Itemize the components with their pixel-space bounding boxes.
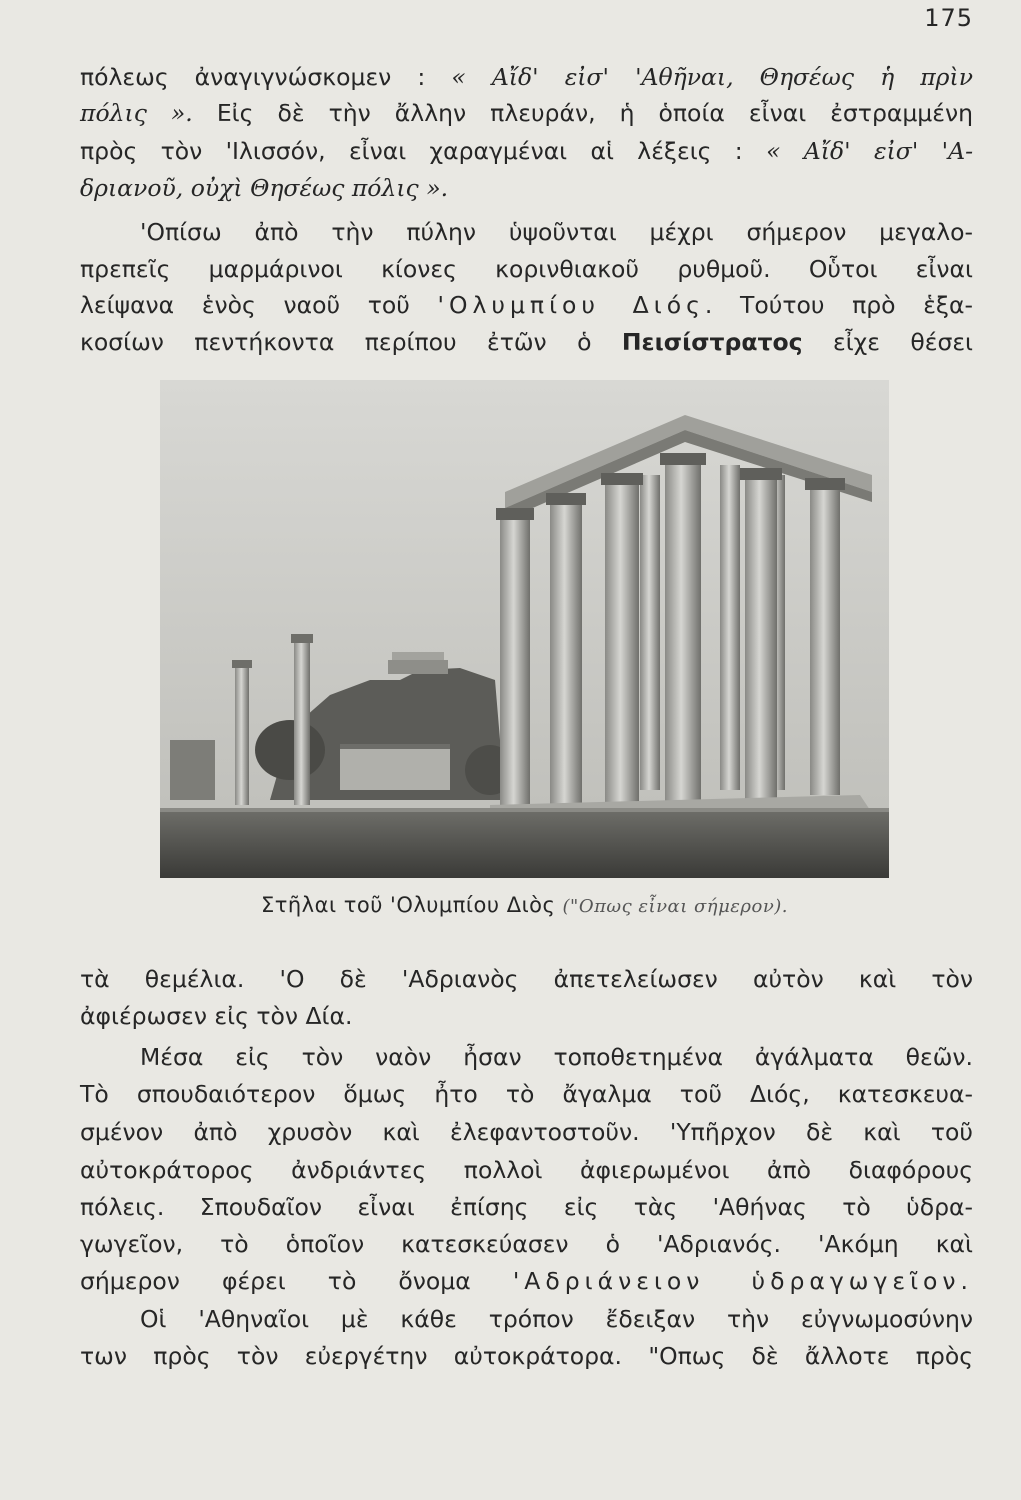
text-span: πρὸς τὸν 'Ιλισσόν, εἶναι χαραγμέναι αἱ λέξεις :	[80, 137, 767, 165]
temple-photo	[160, 380, 889, 878]
text-span: λείψανα ἑνὸς ναοῦ τοῦ	[80, 291, 438, 319]
olympian-zeus-temple-illustration	[160, 380, 889, 878]
text-span: πόλεως ἀναγιγνώσκομεν :	[80, 63, 452, 91]
text-line: των πρὸς τὸν εὐεργέτην αὐτοκράτορα. "Οπως δὲ ἄλλοτε πρὸς	[80, 1342, 973, 1370]
text-span: Εἰς δὲ τὴν ἄλλην πλευράν, ἡ ὁποία εἶναι ἐστραμμένη	[192, 99, 973, 127]
text-line: σμένον ἀπὸ χρυσὸν καὶ ἐλεφαντοστοῦν. 'Υπῆρχον δὲ καὶ τοῦ	[80, 1118, 973, 1146]
text-line	[80, 60, 973, 94]
text-span: σήμερον φέρει τὸ ὄνομα	[80, 1267, 513, 1295]
paragraph-start: Οἱ 'Αθηναῖοι μὲ κάθε τρόπον ἔδειξαν τὴν εὐγνωμοσύνην	[140, 1305, 973, 1333]
text-line	[80, 134, 973, 168]
caption-note: ("Οπως εἶναι σήμερον).	[562, 896, 789, 917]
spaced-emphasis: 'Αδριάνειον ὑδραγωγεῖον.	[512, 1267, 973, 1295]
text-span: κοσίων πεντήκοντα περίπου ἐτῶν ὁ	[80, 328, 622, 356]
text-line: γωγεῖον, τὸ ὁποῖον κατεσκεύασεν ὁ 'Αδριανός. 'Ακόμη καὶ	[80, 1230, 973, 1258]
text-line: Τὸ σπουδαιότερον ὅμως ἦτο τὸ ἄγαλμα τοῦ Διός, κατεσκευα-	[80, 1080, 973, 1108]
paragraph-start: Μέσα εἰς τὸν ναὸν ἦσαν τοποθετημένα ἀγάλματα θεῶν.	[140, 1043, 973, 1071]
text-span: . Τούτου πρὸ ἑξα-	[704, 291, 973, 319]
text-line: τὰ θεμέλια. 'Ο δὲ 'Αδριανὸς ἀπετελείωσεν αὐτὸν καὶ τὸν	[80, 965, 973, 993]
text-line: πόλεις. Σπουδαῖον εἶναι ἐπίσης εἰς τὰς 'Αθήνας τὸ ὑδρα-	[80, 1193, 973, 1221]
quote-inscription: « Αἴδ' εἰσ' 'Αθῆναι, Θησέως ἡ πρὶν	[451, 63, 973, 91]
text-span: εἶχε θέσει	[802, 328, 973, 356]
text-line: δριανοῦ, οὐχὶ Θησέως πόλις ».	[80, 174, 449, 202]
spaced-emphasis: 'Ολυμπίου Διός	[437, 291, 705, 319]
text-line	[80, 96, 973, 130]
caption-main: Στῆλαι τοῦ 'Ολυμπίου Διὸς	[260, 893, 563, 917]
paragraph-start: 'Οπίσω ἀπὸ τὴν πύλην ὑψοῦνται μέχρι σήμερον μεγαλο-	[140, 218, 973, 246]
text-line: ἀφιέρωσεν εἰς τὸν Δία.	[80, 1002, 353, 1030]
text-line: πρεπεῖς μαρμάρινοι κίονες κορινθιακοῦ ρυθμοῦ. Οὗτοι εἶναι	[80, 255, 973, 283]
bold-name: Πεισίστρατος	[621, 328, 803, 356]
quote-inscription: πόλις ».	[80, 99, 193, 127]
text-line: αὐτοκράτορος ἀνδριάντες πολλοὶ ἀφιερωμένοι ἀπὸ διαφόρους	[80, 1156, 973, 1184]
page-number: 175	[924, 4, 973, 32]
photo-caption	[160, 893, 889, 917]
text-line	[80, 288, 973, 322]
text-line	[80, 1264, 973, 1298]
quote-inscription: « Αἴδ' εἰσ' 'Α-	[766, 137, 974, 165]
text-line	[80, 325, 973, 359]
